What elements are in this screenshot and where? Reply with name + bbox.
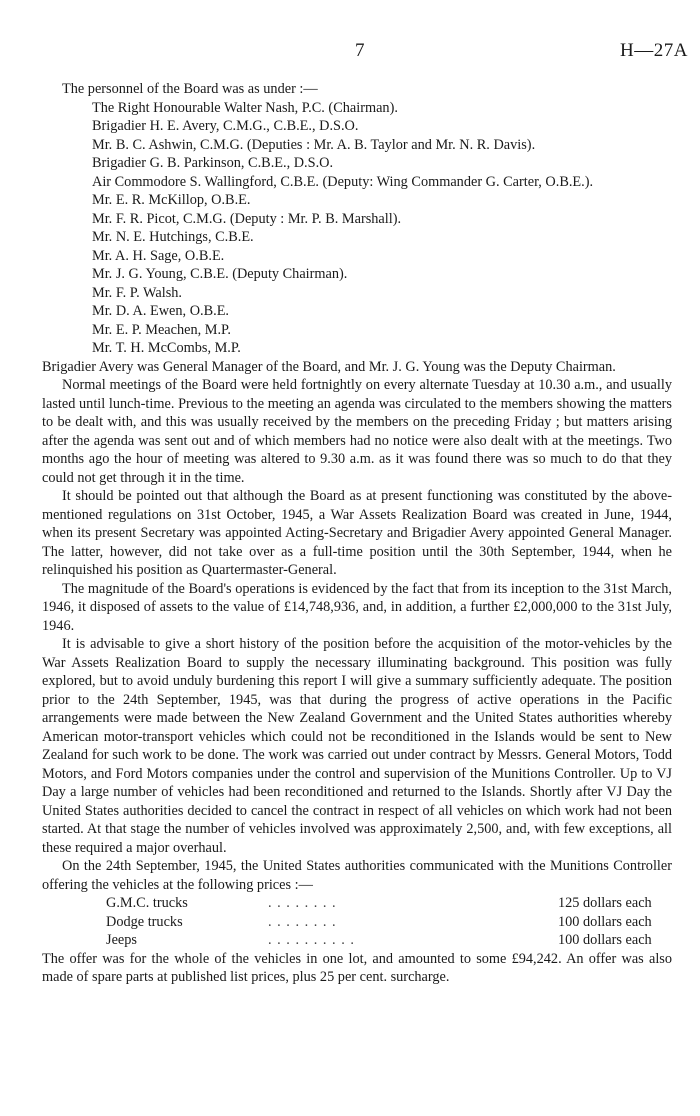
price-leader: . . . . . . . . . . xyxy=(268,932,355,948)
board-member: Mr. E. P. Meachen, M.P. xyxy=(92,321,231,338)
board-member: Mr. D. A. Ewen, O.B.E. xyxy=(92,303,230,319)
paragraph-offer-total: The offer was for the whole of the vehicles in one lot, and amounted to some £94,242. An offer was also made of spare parts at published list prices, plus 25 per cent. surcharge. xyxy=(42,950,672,985)
board-member: Mr. F. R. Picot, C.M.G. (Deputy : Mr. P. B. Marshall). xyxy=(92,210,402,227)
price-row xyxy=(106,913,652,932)
board-member: Mr. T. H. McCombs, M.P. xyxy=(92,340,241,356)
page-header xyxy=(0,40,700,64)
board-member: Mr. J. G. Young, C.B.E. (Deputy Chairman). xyxy=(92,266,348,282)
price-row xyxy=(106,931,652,950)
board-member: Brigadier G. B. Parkinson, C.B.E., D.S.O. xyxy=(92,155,334,171)
price-table xyxy=(106,894,652,950)
board-member: Mr. E. R. McKillop, O.B.E. xyxy=(92,192,251,208)
page-number: 7 xyxy=(355,40,365,61)
price-item: Jeeps xyxy=(106,932,137,948)
board-member: Brigadier H. E. Avery, C.M.G., C.B.E., D.S.O. xyxy=(92,118,359,134)
price-leader: . . . . . . . . xyxy=(268,913,337,930)
paragraph-meetings: Normal meetings of the Board were held fortnightly on every alternate Tuesday at 10.30 a.m., and usually lasted until lunch-time. Previous to the meeting an agenda was circulated to the members showing the matters to be dealt with, and this was usually received by the members on the preceding Friday ; but matters arising after the agenda was sent out and of which members had no notice were also dealt with at the meetings. Two months ago the hour of meeting was altered to 9.30 a.m. as it was found there was so much to do that they could not get through it in the time. xyxy=(42,377,672,486)
paragraph-history: It is advisable to give a short history of the position before the acquisition of the motor-vehicles by the War Assets Realization Board to supply the necessary illuminating background. This position was fully explored, but to avoid unduly burdening this report I will give a summary sufficiently adequate. The position prior to the 24th September, 1945, was that during the progress of active operations in the Pacific arrangements were made between the New Zealand Government and the United States authorities whereby American motor-transport vehicles which could not be reconditioned in the Islands would be sent to New Zealand for such work to be done. The work was carried out under contract by Messrs. General Motors, Todd Motors, and Ford Motors companies under the control and supervision of the Munitions Controller. Up to VJ Day a large number of vehicles had been reconditioned and returned to the Islands. Shortly after VJ Day the United States authorities decided to cancel the contract in respect of all vehicles on which work had not been started. At that stage the number of vehicles involved was approximately 2,500, and, with few exceptions, all these required a major overhaul. xyxy=(42,636,672,856)
paragraph-constitution: It should be pointed out that although the Board as at present functioning was constituted by the above-mentioned regulations on 31st October, 1945, a War Assets Realization Board was created in June, 1944, when its present Secretary was appointed Acting-Secretary and Brigadier Avery appointed General Manager. The latter, however, did not take over as a full-time position until the 30th September, 1944, when he relinquished his position as Quartermaster-General. xyxy=(42,488,672,578)
paragraph-magnitude: The magnitude of the Board's operations is evidenced by the fact that from its inception to the 31st March, 1946, it disposed of assets to the value of £14,748,936, and, in addition, a further £2,000,000 to the 31st July, 1946. xyxy=(42,580,672,634)
document-code: H—27A xyxy=(620,40,688,61)
price-value: 125 dollars each xyxy=(558,895,652,911)
paragraph-offer-intro: On the 24th September, 1945, the United States authorities communicated with the Munitions Controller offering the vehicles at the following prices :— xyxy=(42,858,672,893)
price-value: 100 dollars each xyxy=(558,932,652,948)
price-item: Dodge trucks xyxy=(106,913,183,930)
board-member: Mr. F. P. Walsh. xyxy=(92,284,182,301)
board-member: Mr. B. C. Ashwin, C.M.G. (Deputies : Mr. A. B. Taylor and Mr. N. R. Davis). xyxy=(92,136,536,153)
board-member: The Right Honourable Walter Nash, P.C. (Chairman). xyxy=(92,99,398,116)
price-value: 100 dollars each xyxy=(558,913,652,930)
document-body xyxy=(42,80,672,987)
personnel-intro: The personnel of the Board was as under :— xyxy=(62,81,318,97)
board-member-list xyxy=(42,99,672,358)
board-member: Mr. N. E. Hutchings, C.B.E. xyxy=(92,229,254,245)
price-leader: . . . . . . . . xyxy=(268,895,337,911)
price-item: G.M.C. trucks xyxy=(106,895,188,911)
price-row xyxy=(106,894,652,913)
board-member: Air Commodore S. Wallingford, C.B.E. (Deputy: Wing Commander G. Carter, O.B.E.). xyxy=(92,173,594,190)
board-member: Mr. A. H. Sage, O.B.E. xyxy=(92,247,225,264)
paragraph-general-manager: Brigadier Avery was General Manager of the Board, and Mr. J. G. Young was the Deputy Chairman. xyxy=(42,358,616,375)
